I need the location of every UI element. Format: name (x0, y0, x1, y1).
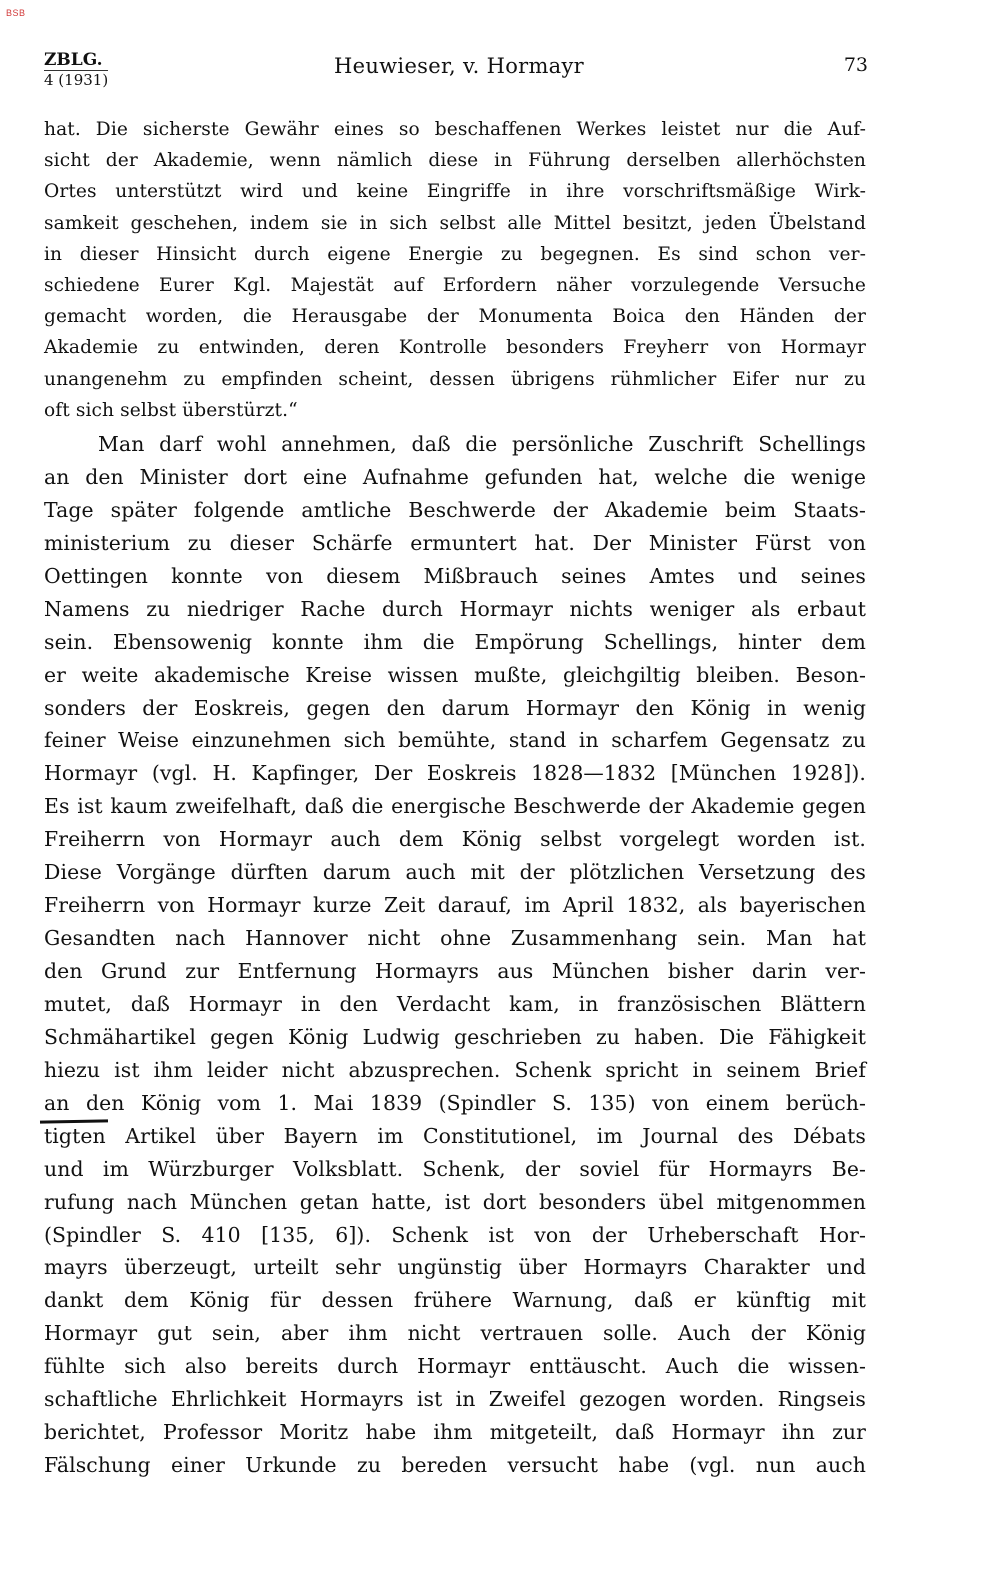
text-line: hiezu ist ihm leider nicht abzusprechen. Schenk spricht in seinem Brief (44, 1057, 866, 1082)
text-line: tigten Artikel über Bayern im Constitutionel, im Journal des Débats (44, 1123, 866, 1148)
text-line: schiedene Eurer Kgl. Majestät auf Erfordern näher vorzulegende Versuche (44, 274, 866, 296)
text-line: er weite akademische Kreise wissen mußte, gleichgiltig bleiben. Beson- (44, 662, 866, 687)
text-line: an den Minister dort eine Aufnahme gefunden hat, welche die wenige (44, 464, 866, 489)
text-line: Man darf wohl annehmen, daß die persönliche Zuschrift Schellings (98, 432, 866, 456)
text-line: mayrs überzeugt, urteilt sehr ungünstig über Hormayrs Charakter und (44, 1255, 866, 1280)
text-line: rufung nach München getan hatte, ist dort besonders übel mitgenommen (44, 1189, 866, 1214)
text-line: Hormayr (vgl. H. Kapfinger, Der Eoskreis 1828—1832 [München 1928]). (44, 761, 866, 786)
text-line: samkeit geschehen, indem sie in sich selbst alle Mittel besitzt, jeden Übelstand (44, 212, 866, 234)
watermark: BSB (6, 8, 26, 18)
text-line: Schmähartikel gegen König Ludwig geschrieben zu haben. Die Fähigkeit (44, 1024, 866, 1049)
text-line: Oettingen konnte von diesem Mißbrauch seines Amtes und seines (44, 563, 866, 588)
text-line: und im Würzburger Volksblatt. Schenk, der soviel für Hormayrs Be- (44, 1156, 866, 1181)
journal-abbreviation: ZBLG. (44, 50, 103, 70)
text-line: Es ist kaum zweifelhaft, daß die energische Beschwerde der Akademie gegen (44, 794, 866, 819)
text-line: Hormayr gut sein, aber ihm nicht vertrauen solle. Auch der König (44, 1321, 866, 1346)
text-line: sonders der Eoskreis, gegen den darum Hormayr den König in wenig (44, 695, 866, 720)
text-line: Fälschung einer Urkunde zu bereden versucht habe (vgl. nun auch (44, 1453, 866, 1478)
text-line: sein. Ebensowenig konnte ihm die Empörung Schellings, hinter dem (44, 629, 866, 654)
text-line: Ortes unterstützt wird und keine Eingriffe in ihre vorschriftsmäßige Wirk- (44, 181, 866, 203)
text-line: den Grund zur Entfernung Hormayrs aus München bisher darin ver- (44, 959, 866, 983)
text-line: feiner Weise einzunehmen sich bemühte, stand in scharfem Gegensatz zu (44, 728, 866, 753)
page-header (44, 50, 874, 96)
text-line: gemacht worden, die Herausgabe der Monumenta Boica den Händen der (44, 306, 866, 328)
text-line: Diese Vorgänge dürften darum auch mit der plötzlichen Versetzung des (44, 860, 866, 885)
text-line: Gesandten nach Hannover nicht ohne Zusammenhang sein. Man hat (44, 926, 866, 951)
text-line: Tage später folgende amtliche Beschwerde der Akademie beim Staats- (44, 497, 866, 522)
running-title: Heuwieser, v. Hormayr (333, 54, 585, 78)
text-line: schaftliche Ehrlichkeit Hormayrs ist in Zweifel gezogen worden. Ringseis (44, 1387, 866, 1412)
text-line: oft sich selbst überstürzt.“ (44, 399, 298, 421)
page-number: 73 (843, 54, 868, 76)
text-line: dankt dem König für dessen frühere Warnung, daß er künftig mit (44, 1288, 866, 1313)
text-line: Namens zu niedriger Rache durch Hormayr nichts weniger als erbaut (44, 596, 866, 621)
text-line: unangenehm zu empfinden scheint, dessen übrigens rühmlicher Eifer nur zu (44, 368, 866, 390)
text-line: hat. Die sicherste Gewähr eines so beschaffenen Werkes leistet nur die Auf- (44, 119, 866, 140)
text-line: in dieser Hinsicht durch eigene Energie zu begegnen. Es sind schon ver- (44, 243, 866, 265)
quote-block (44, 114, 866, 426)
text-line: ministerium zu dieser Schärfe ermuntert hat. Der Minister Fürst von (44, 530, 866, 555)
text-line: fühlte sich also bereits durch Hormayr enttäuscht. Auch die wissen- (44, 1354, 866, 1379)
text-line: berichtet, Professor Moritz habe ihm mitgeteilt, daß Hormayr ihn zur (44, 1420, 866, 1445)
text-line: Akademie zu entwinden, deren Kontrolle besonders Freyherr von Hormayr (44, 337, 866, 359)
body-paragraph (44, 428, 866, 1482)
journal-volume: 4 (1931) (44, 71, 109, 89)
text-line: mutet, daß Hormayr in den Verdacht kam, in französischen Blättern (44, 991, 866, 1016)
text-line: an den König vom 1. Mai 1839 (Spindler S. 135) von einem berüch- (44, 1090, 866, 1115)
text-line: sicht der Akademie, wenn nämlich diese in Führung derselben allerhöchsten (44, 150, 866, 172)
text-line: Freiherrn von Hormayr kurze Zeit darauf, im April 1832, als bayerischen (44, 893, 866, 918)
text-line: Freiherrn von Hormayr auch dem König selbst vorgelegt worden ist. (44, 827, 866, 852)
text-line: (Spindler S. 410 [135, 6]). Schenk ist von der Urheberschaft Hor- (44, 1222, 866, 1247)
